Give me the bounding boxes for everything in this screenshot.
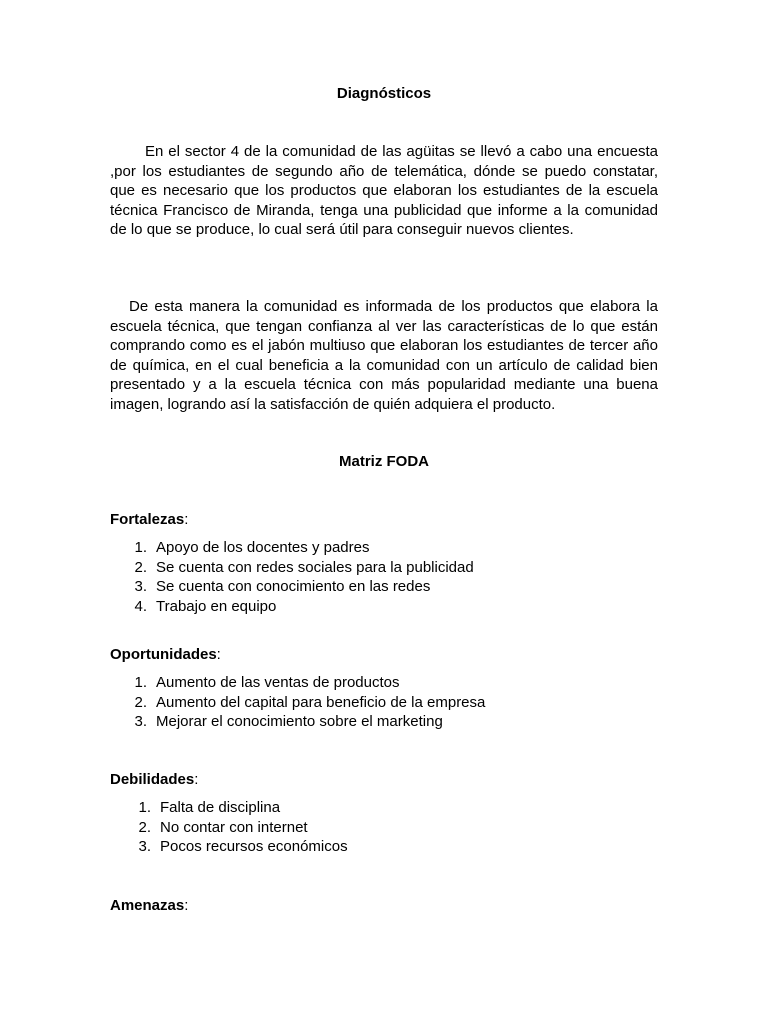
list-item-text: Trabajo en equipo <box>156 597 277 615</box>
list-item-number: 3. <box>138 838 151 855</box>
oportunidades-label: Oportunidades <box>110 646 217 663</box>
list-item-text: Pocos recursos económicos <box>160 838 348 855</box>
list-item-text: No contar con internet <box>160 818 308 836</box>
list-item-text: Aumento de las ventas de productos <box>156 674 400 691</box>
fortalezas-label: Fortalezas <box>110 511 185 528</box>
list-item-number: 1. <box>134 539 147 556</box>
list-item-number: 1. <box>134 674 147 691</box>
list-item-text: Falta de disciplina <box>160 799 281 816</box>
amenazas-label: Amenazas <box>110 897 185 914</box>
diagnosticos-paragraph-2: De esta manera la comunidad es informada de los productos que elabora la escuela técnica, que tengan confianza al ver las características de lo que están comprando como es el jabón multiuso que elaboran los estudiantes de tercer año de química, en el cual beneficia a la comunidad con un artículo de calidad bien presentado y a la escuela técnica con más popularidad mediante una buena imagen, logrando así la satisfacción de quién adquiera el producto. <box>110 298 658 413</box>
debilidades-colon: : <box>194 771 199 788</box>
list-item-number: 2. <box>134 558 147 576</box>
fortalezas-heading <box>110 510 188 530</box>
list-item-number: 3. <box>134 578 147 595</box>
amenazas-colon: : <box>184 897 189 914</box>
list-item-text: Aumento del capital para beneficio de la empresa <box>156 693 486 711</box>
list-item-number: 2. <box>138 818 151 836</box>
oportunidades-heading <box>110 645 221 665</box>
list-item-number: 4. <box>134 597 147 615</box>
list-item-number: 3. <box>134 713 147 730</box>
foda-title: Matriz FODA <box>339 453 429 470</box>
list-item-text: Se cuenta con conocimiento en las redes <box>156 578 431 595</box>
oportunidades-colon: : <box>216 646 221 663</box>
fortalezas-colon: : <box>184 511 189 528</box>
list-item-text: Se cuenta con redes sociales para la publicidad <box>156 558 474 576</box>
debilidades-heading <box>110 770 198 790</box>
debilidades-label: Debilidades <box>110 771 195 788</box>
list-item-number: 2. <box>134 693 147 711</box>
amenazas-heading <box>110 896 188 916</box>
list-item-text: Mejorar el conocimiento sobre el marketing <box>156 713 443 730</box>
diagnosticos-paragraph-1: En el sector 4 de la comunidad de las agüitas se llevó a cabo una encuesta ,por los estudiantes de segundo año de telemática, dónde se puedo constatar, que es necesario que los productos que elaboran los estudiantes de la escuela técnica Francisco de Miranda, tenga una publicidad que informe a la comunidad de lo que se produce, lo cual será útil para conseguir nuevos clientes. <box>110 143 658 238</box>
diagnosticos-title: Diagnósticos <box>336 85 432 102</box>
list-item-number: 1. <box>138 799 151 816</box>
list-item-text: Apoyo de los docentes y padres <box>156 539 370 556</box>
